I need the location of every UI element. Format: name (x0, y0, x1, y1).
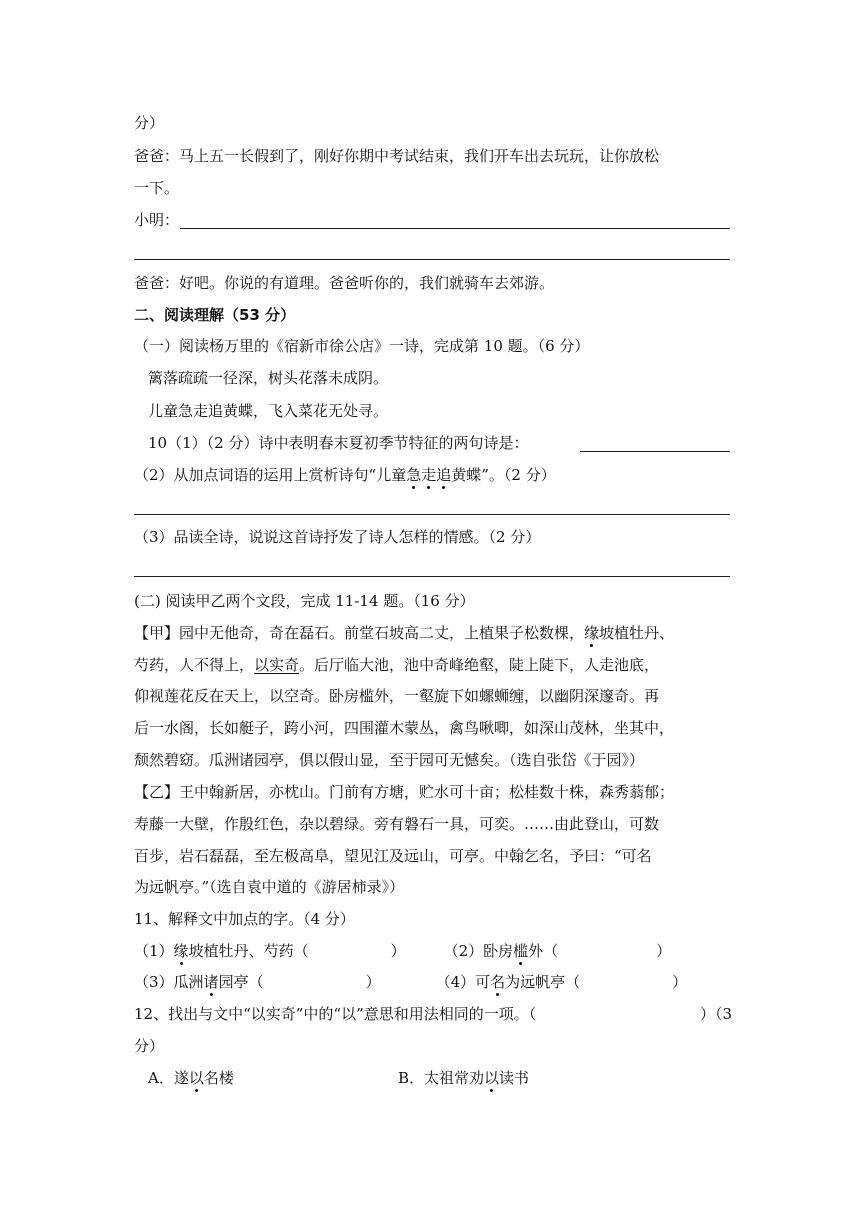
passage-yi-line: 【乙】王中翰新居，亦枕山。门前有方塘，贮水可十亩；松桂数十株，森秀蓊郁； (134, 783, 675, 801)
question-12-cont: 分） (134, 1037, 165, 1055)
option-a: A．遂以名楼 (148, 1069, 234, 1087)
question-11: 11、解释文中加点的字。（4 分） (134, 910, 355, 928)
passage-yi-line: 百步，岩石磊磊，至左极高阜，望见江及远山，可亭。中翰乞名，予曰：“可名 (134, 847, 652, 865)
dialogue-dad-1-cont: 一下。 (134, 179, 180, 197)
section-heading-reading: 二、阅读理解（53 分） (134, 306, 296, 324)
answer-line[interactable] (134, 259, 730, 260)
question-11-row-1 (134, 941, 732, 961)
passage-jia-line: 芍药，人不得上，以实奇。后厅临大池，池中奇峰绝壑，陡上陡下，人走池底， (134, 656, 660, 674)
passage-yi-line: 为远帆亭。”（选自袁中道的《游居柿录》） (134, 878, 405, 896)
passage-jia-line: 【甲】园中无他奇，奇在磊石。前堂石坡高二丈，上植果子松数棵，缘坡植牡丹、 (134, 624, 675, 642)
option-b: B．太祖常劝以读书 (398, 1069, 530, 1087)
question-11-4: （4）可名为远帆亭（ ） (435, 973, 688, 991)
answer-line[interactable] (134, 576, 730, 577)
poem-line-1: 篱落疏疏一径深，树头花落未成阴。 (148, 369, 389, 387)
dialogue-xiaoming-label: 小明： (134, 211, 180, 229)
line-fen-close: 分） (134, 114, 165, 132)
passage-jia-line: 颓然碧窈。瓜洲诸园亭，俱以假山显，至于园可无憾矣。（选自张岱《于园》） (134, 751, 645, 769)
question-10-1: 10（1）（2 分）诗中表明春末夏初季节特征的两句诗是： (148, 434, 529, 452)
passage-yi-line: 寿藤一大壁，作殷红色，杂以碧绿。旁有磐石一具，可奕。……由此登山，可数 (134, 815, 660, 833)
answer-blank[interactable] (580, 451, 730, 452)
dialogue-dad-1: 爸爸：马上五一长假到了，刚好你期中考试结束，我们开车出去玩玩，让你放松 (134, 147, 660, 165)
question-11-row-2 (134, 972, 732, 992)
answer-line[interactable] (134, 514, 730, 515)
question-10-3: （3）品读全诗，说说这首诗抒发了诗人怎样的情感。（2 分） (134, 528, 541, 546)
dialogue-dad-2: 爸爸：好吧。你说的有道理。爸爸听你的，我们就骑车去郊游。 (134, 274, 555, 292)
question-11-3: （3）瓜洲诸园亭（ ） (134, 973, 381, 991)
passage-jia-line: 后一水阁，长如艇子，跨小河，四围灌木蒙丛，禽鸟啾唧，如深山茂林，坐其中， (134, 719, 675, 737)
answer-line[interactable] (180, 228, 730, 229)
poem-line-2: 儿童急走追黄蝶，飞入菜花无处寻。 (148, 402, 389, 420)
passage-jia-line: 仰视莲花反在天上，以空奇。卧房槛外，一壑旋下如螺蛳缠，以幽阴深邃奇。再 (134, 687, 660, 705)
part-two-instruction: (二) 阅读甲乙两个文段，完成 11-14 题。（16 分） (134, 592, 475, 610)
part-one-instruction: （一）阅读杨万里的《宿新市徐公店》一诗，完成第 10 题。（6 分） (134, 337, 590, 355)
question-11-2: （2）卧房槛外（ ） (443, 942, 672, 960)
question-11-1: （1）缘坡植牡丹、芍药（ ） (134, 942, 406, 960)
question-12: 12、找出与文中“以实奇”中的“以”意思和用法相同的一项。（ ）（3 (134, 1005, 732, 1023)
question-10-2: （2）从加点词语的运用上赏析诗句“儿童急走追黄蝶”。（2 分） (134, 466, 556, 484)
